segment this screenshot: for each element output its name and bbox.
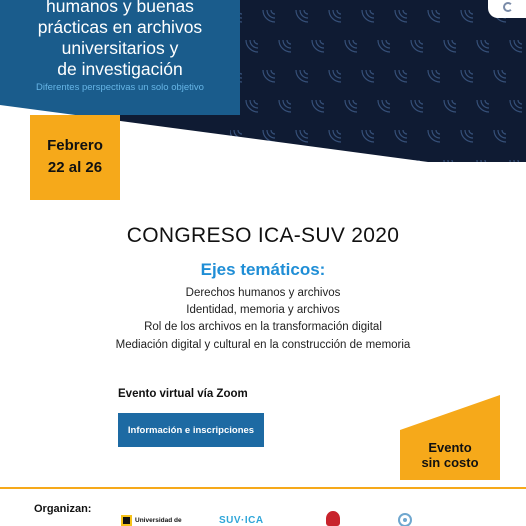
date-month: Febrero (47, 137, 103, 154)
red-crest-logo (326, 511, 340, 526)
axis-item: Rol de los archivos en la transformación digital (144, 321, 382, 333)
udea-logo-text: Universidad de (135, 517, 182, 524)
udea-logo (121, 515, 182, 526)
udea-logo-icon (121, 515, 132, 526)
free-event-line-2: sin costo (421, 455, 479, 470)
title-line-2: prácticas en archivos (37, 17, 203, 37)
organizers-label: Organizan: (34, 503, 92, 515)
info-registration-button[interactable]: Información e inscripciones (118, 413, 264, 447)
title-line-1: humanos y buenas (46, 0, 194, 16)
title-line-4: de investigación (57, 59, 183, 79)
date-days: 22 al 26 (47, 159, 103, 176)
axis-item: Derechos humanos y archivos (185, 287, 341, 299)
title-line-3: universitarios y (61, 38, 179, 58)
free-event-line-1: Evento (428, 440, 472, 455)
axis-item: Mediación digital y cultural en la construcción de memoria (115, 339, 411, 351)
congress-title: CONGRESO ICA-SUV 2020 (126, 224, 400, 247)
axis-item: Identidad, memoria y archivos (186, 304, 340, 316)
axes-heading: Ejes temáticos: (200, 260, 326, 279)
footer-divider (0, 487, 526, 489)
subtitle: Diferentes perspectivas un solo objetivo (36, 82, 204, 93)
blue-crest-logo (395, 511, 415, 526)
suv-ica-logo: SUV·ICA (219, 515, 264, 526)
date-badge (30, 115, 120, 200)
virtual-event-label: Evento virtual vía Zoom (118, 388, 248, 400)
